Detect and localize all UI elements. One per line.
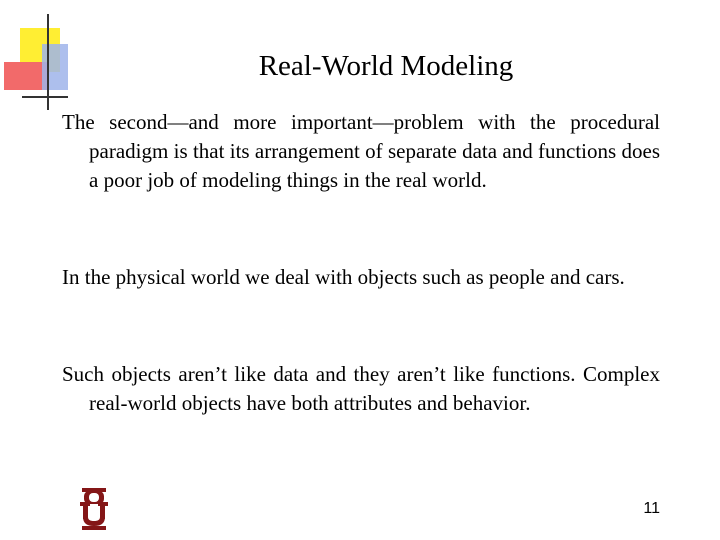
paragraph-3: Such objects aren’t like data and they aren’t like functions. Complex real-world objects have both attributes and behavior. [62, 362, 660, 415]
paragraph-1: The second—and more important—problem with the procedural paradigm is that its arrangement of separate data and functions does a poor job of modeling things in the real world. [62, 110, 660, 192]
paragraph-2: In the physical world we deal with objects such as people and cars. [62, 265, 625, 289]
ou-logo-icon [78, 488, 110, 530]
decorative-horizontal-line [22, 96, 68, 98]
slide-title: Real-World Modeling [258, 50, 514, 82]
page-number: 11 [643, 500, 660, 517]
